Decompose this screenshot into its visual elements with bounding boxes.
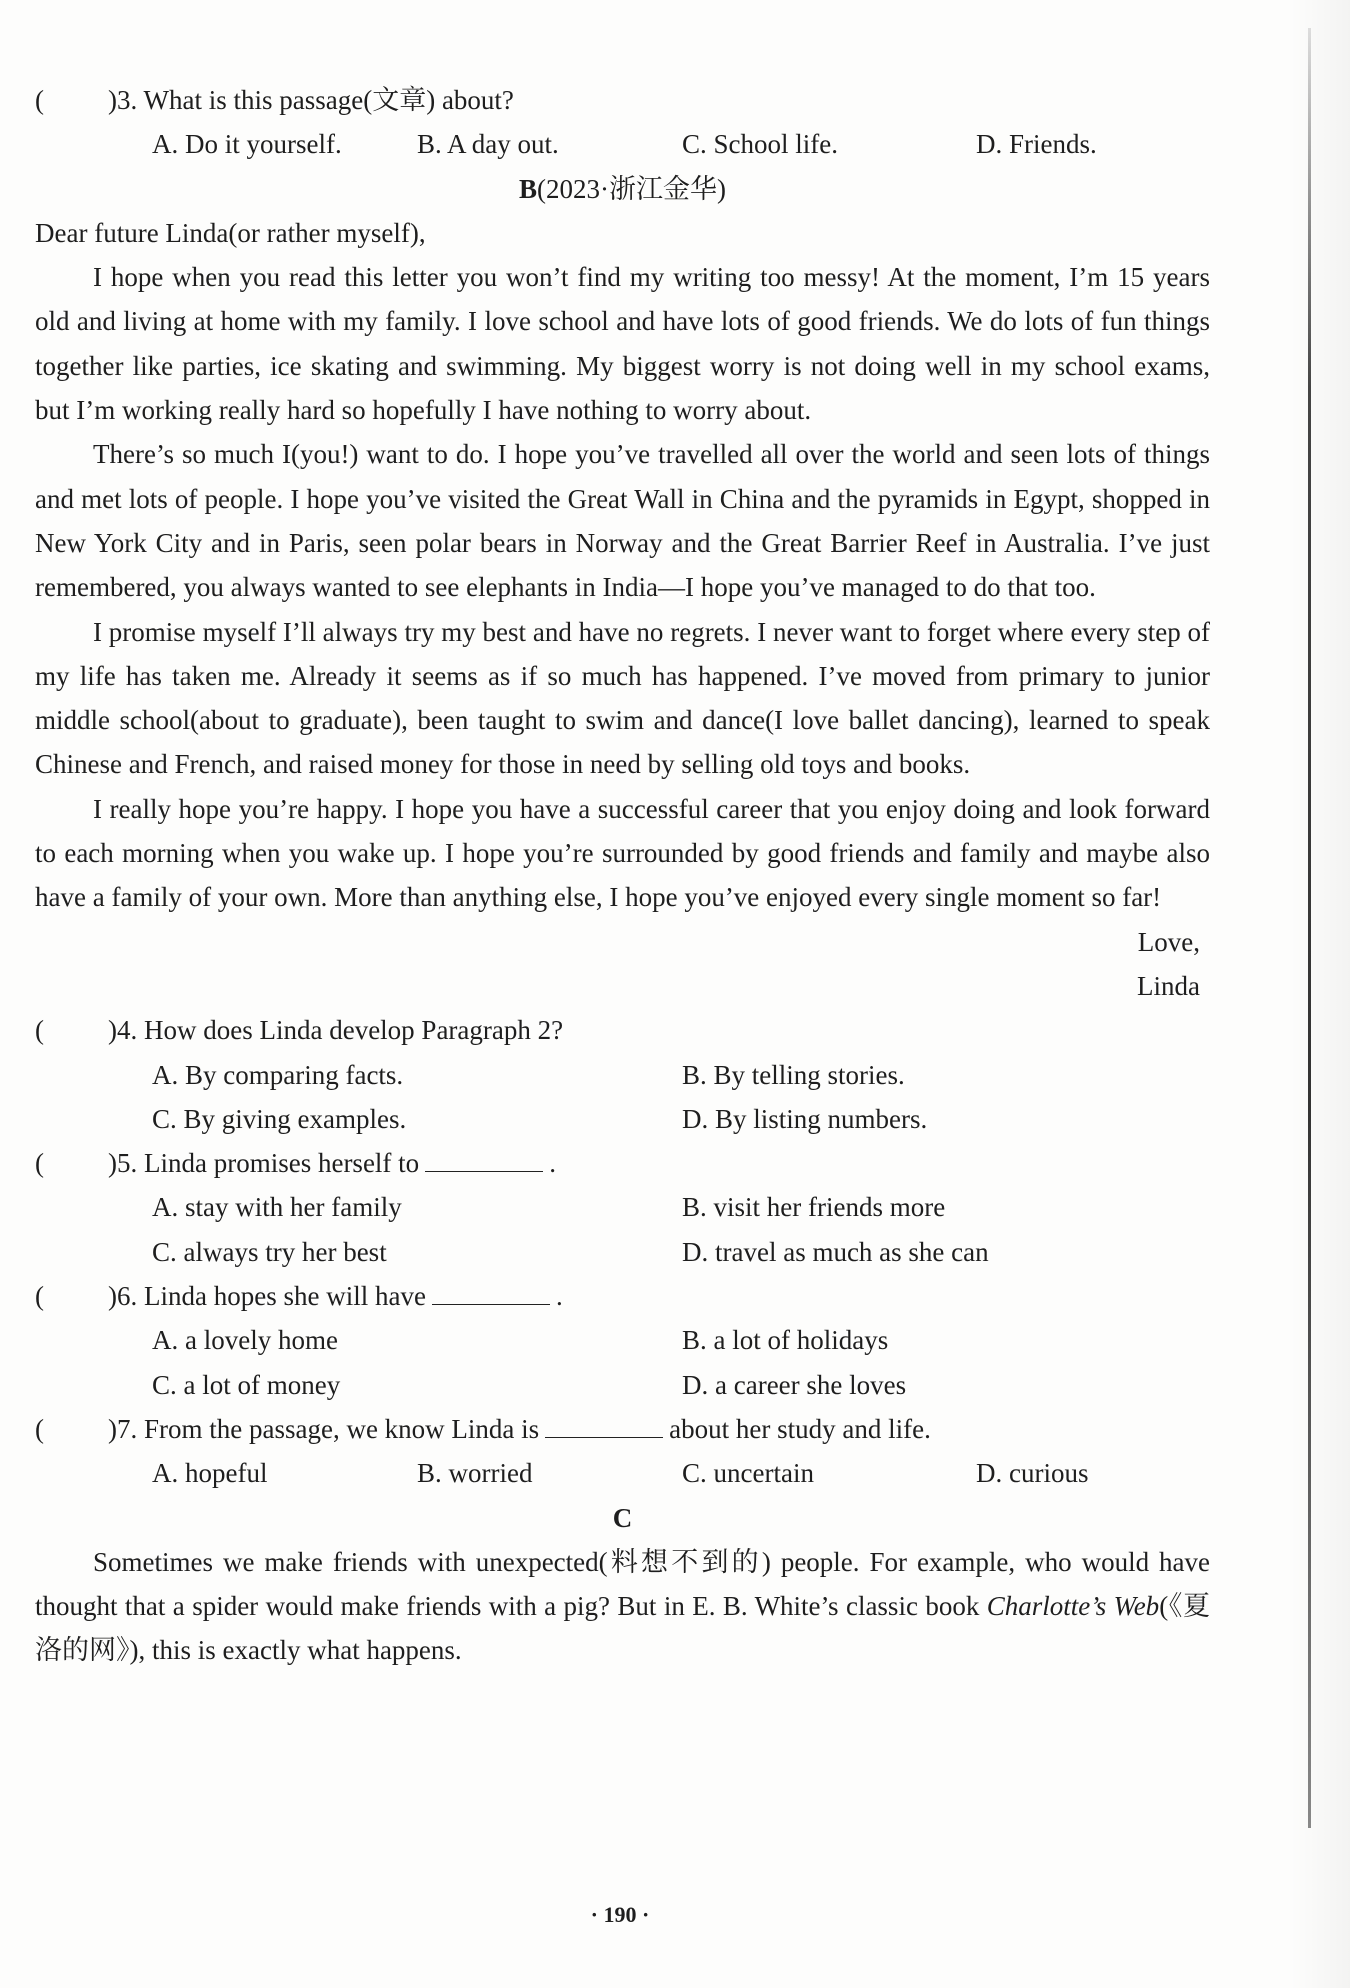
option-b: B. By telling stories. [682, 1059, 905, 1090]
question-text: )6. Linda hopes she will have . [108, 1274, 563, 1318]
option-d: D. By listing numbers. [682, 1103, 928, 1134]
option-d: D. travel as much as she can [682, 1236, 989, 1267]
option-b: B. visit her friends more [682, 1192, 946, 1223]
option-c: C. always try her best [152, 1236, 387, 1267]
question-4-options-row-2 [35, 1097, 1210, 1141]
question-6-options-row-1 [35, 1318, 1210, 1362]
letter-closing: Love, [1137, 926, 1200, 957]
question-text: )4. How does Linda develop Paragraph 2? [108, 1015, 564, 1046]
letter-paragraph-2: There’s so much I(you!) want to do. I hope you’ve travelled all over the world and seen lots of things and met lots of people. I hope you’ve visited the Great Wall in China and the pyramids in Egypt, shopped in New York City and in Paris, seen polar bears in Norway and the Great Barrier Reef in Australia. I’ve just remembered, you always wanted to see elephants in India—I hope you’ve managed to do that too. [35, 439, 1210, 603]
question-text: )7. From the passage, we know Linda is about her study and life. [108, 1407, 931, 1451]
answer-paren: ( [35, 1413, 44, 1444]
option-a: A. By comparing facts. [152, 1059, 404, 1090]
option-a: A. hopeful [152, 1458, 268, 1489]
page-binding-edge [1308, 28, 1311, 1828]
question-5-options-row-1 [35, 1185, 1210, 1229]
section-c-heading: C [612, 1502, 633, 1533]
option-d: D. curious [976, 1458, 1089, 1489]
question-4-options-row-1 [35, 1053, 1210, 1097]
option-c: C. School life. [682, 129, 838, 160]
answer-paren: ( [35, 1015, 44, 1046]
worksheet-page [35, 78, 1210, 1673]
option-c: C. uncertain [682, 1458, 814, 1489]
section-source: (2023·浙江金华) [537, 173, 726, 204]
answer-blank[interactable] [432, 1278, 550, 1305]
option-b: B. A day out. [417, 129, 559, 160]
letter-paragraph-4: I really hope you’re happy. I hope you have a successful career that you enjoy doing and look forward to each morning when you wake up. I hope you’re surrounded by good friends and family and maybe also have a family of your own. More than anything else, I hope you’ve enjoyed every single moment so far! [35, 793, 1210, 913]
page-number: · 190 · [590, 1902, 650, 1927]
option-d: D. a career she loves [682, 1369, 907, 1400]
section-letter: B [519, 173, 538, 204]
question-5-options-row-2 [35, 1230, 1210, 1274]
book-title: Charlotte’s Web [986, 1591, 1160, 1622]
option-b: B. a lot of holidays [682, 1325, 889, 1356]
question-7 [35, 1407, 1210, 1451]
answer-blank[interactable] [545, 1411, 663, 1438]
option-b: B. worried [417, 1458, 533, 1489]
question-3 [35, 78, 1210, 122]
section-b-heading [35, 167, 1210, 211]
option-c: C. By giving examples. [152, 1103, 407, 1134]
question-6 [35, 1274, 1210, 1318]
answer-paren: ( [35, 1148, 44, 1179]
letter-paragraph-1: I hope when you read this letter you won’t find my writing too messy! At the moment, I’m 15 years old and living at home with my family. I love school and have lots of good friends. We do lots of fun things together like parties, ice skating and swimming. My biggest worry is not doing well in my school exams, but I’m working really hard so hopefully I have nothing to worry about. [35, 262, 1210, 426]
answer-paren: ( [35, 85, 44, 115]
question-6-options-row-2 [35, 1363, 1210, 1407]
option-a: A. Do it yourself. [152, 129, 342, 160]
page-edge-shadow [1290, 0, 1350, 1988]
question-4 [35, 1008, 1210, 1052]
question-text: )3. What is this passage(文章) about? [108, 85, 514, 115]
option-a: A. stay with her family [152, 1192, 402, 1223]
option-a: A. a lovely home [152, 1325, 338, 1356]
letter-greeting: Dear future Linda(or rather myself), [35, 217, 426, 248]
answer-paren: ( [35, 1281, 44, 1312]
question-7-options [35, 1451, 1210, 1495]
option-d: D. Friends. [976, 129, 1097, 160]
letter-paragraph-3: I promise myself I’ll always try my best and have no regrets. I never want to forget where every step of my life has taken me. Already it seems as if so much has happened. I’ve moved from primary to junior middle school(about to graduate), been taught to swim and dance(I love ballet dancing), learned to speak Chinese and French, and raised money for those in need by selling old toys and books. [35, 616, 1210, 780]
question-3-options [35, 122, 1210, 166]
answer-blank[interactable] [425, 1145, 543, 1172]
option-c: C. a lot of money [152, 1369, 341, 1400]
letter-signature: Linda [1137, 970, 1200, 1001]
section-c-paragraph: Sometimes we make friends with unexpected(料想不到的) people. For example, who would have thought that a spider would make friends with a pig? But in E. B. White’s classic book Charlotte’s Web(《夏洛的网》), this is exactly what happens. [35, 1546, 1210, 1666]
question-text: )5. Linda promises herself to . [108, 1141, 556, 1185]
question-5 [35, 1141, 1210, 1185]
